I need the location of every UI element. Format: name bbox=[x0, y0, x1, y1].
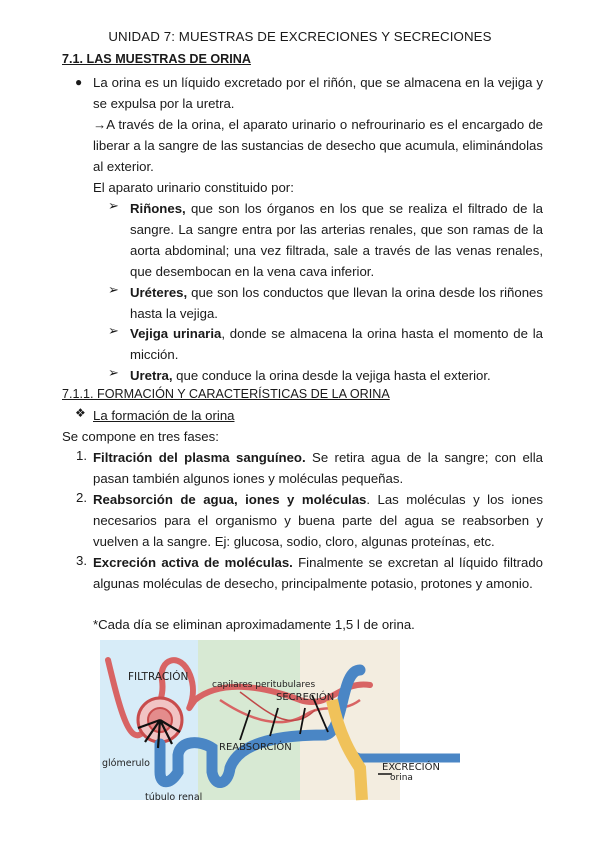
section-heading-muestras-orina: 7.1. LAS MUESTRAS DE ORINA bbox=[62, 52, 251, 66]
section-heading-formacion: 7.1.1. FORMACIÓN Y CARACTERÍSTICAS DE LA ORINA bbox=[62, 387, 390, 401]
paragraph-orina-intro: La orina es un líquido excretado por el riñón, que se almacena en la vejiga y se expulsa por la uretra. bbox=[93, 75, 543, 111]
label-glomerulo: glómerulo bbox=[102, 758, 150, 769]
arrowhead-bullet-icon: ➢ bbox=[108, 198, 119, 213]
list-item-rinones: Riñones, que son los órganos en los que se realiza el filtrado de la sangre. La sangre entra por las arterias renales, que son ramas de la aorta abdominal; una vez filtrada, sale a través de las venas renales, que desembocan en la vena cava inferior. bbox=[130, 201, 543, 279]
diamond-bullet-icon: ❖ bbox=[75, 406, 86, 420]
daily-urine-note: *Cada día se eliminan aproximadamente 1,5 l de orina. bbox=[93, 617, 415, 632]
label-tubulo: túbulo renal bbox=[145, 792, 203, 803]
phase-number: 3. bbox=[76, 553, 87, 568]
label-reabsorcion: REABSORCIÓN bbox=[219, 742, 292, 753]
phase-number: 1. bbox=[76, 448, 87, 463]
arrowhead-bullet-icon: ➢ bbox=[108, 323, 119, 338]
excretion-zone bbox=[400, 640, 500, 800]
label-capilares: capilares peritubulares bbox=[212, 680, 316, 690]
page-title: UNIDAD 7: MUESTRAS DE EXCRECIONES Y SECRECIONES bbox=[108, 29, 492, 44]
label-excrecion: EXCRECIÓN bbox=[382, 762, 440, 773]
bullet-dot-icon: ● bbox=[75, 75, 83, 89]
nephron-diagram bbox=[100, 640, 500, 808]
label-orina: orina bbox=[390, 773, 413, 783]
phase-excrecion: Excreción activa de moléculas. Finalmente se excretan al líquido filtrado algunas moléculas de desecho, principalmente potasio, protones y amonio. bbox=[93, 555, 543, 591]
phase-reabsorcion: Reabsorción de agua, iones y moléculas. Las moléculas y los iones necesarios para el organismo y buena parte del agua se reabsorben y vuelven a la sangre. Ej: glucosa, sodio, cloro, algunas proteínas, etc. bbox=[93, 492, 543, 549]
phase-number: 2. bbox=[76, 490, 87, 505]
list-item-ureteres: Uréteres, que son los conductos que llevan la orina desde los riñones hasta la vejiga. bbox=[130, 285, 543, 321]
label-filtracion: FILTRACIÓN bbox=[128, 671, 189, 683]
paragraph-aparato-urinario: →A través de la orina, el aparato urinario o nefrourinario es el encargado de liberar a la sangre de las sustancias de desecho que acumula, eliminándolas al exterior. bbox=[93, 117, 543, 174]
arrowhead-bullet-icon: ➢ bbox=[108, 282, 119, 297]
phase-filtracion: Filtración del plasma sanguíneo. Se retira agua de la sangre; con ella pasan también algunos iones y moléculas pequeñas. bbox=[93, 450, 543, 486]
list-item-uretra: Uretra, que conduce la orina desde la vejiga hasta el exterior. bbox=[130, 368, 491, 383]
subheading-formacion-orina: La formación de la orina bbox=[93, 408, 235, 423]
phases-intro: Se compone en tres fases: bbox=[62, 429, 219, 444]
paragraph-constituido: El aparato urinario constituido por: bbox=[93, 180, 294, 195]
secretion-zone bbox=[300, 640, 400, 800]
list-item-vejiga: Vejiga urinaria, donde se almacena la orina hasta el momento de la micción. bbox=[130, 326, 543, 362]
label-secrecion: SECRECIÓN bbox=[276, 692, 335, 703]
arrowhead-bullet-icon: ➢ bbox=[108, 365, 119, 380]
